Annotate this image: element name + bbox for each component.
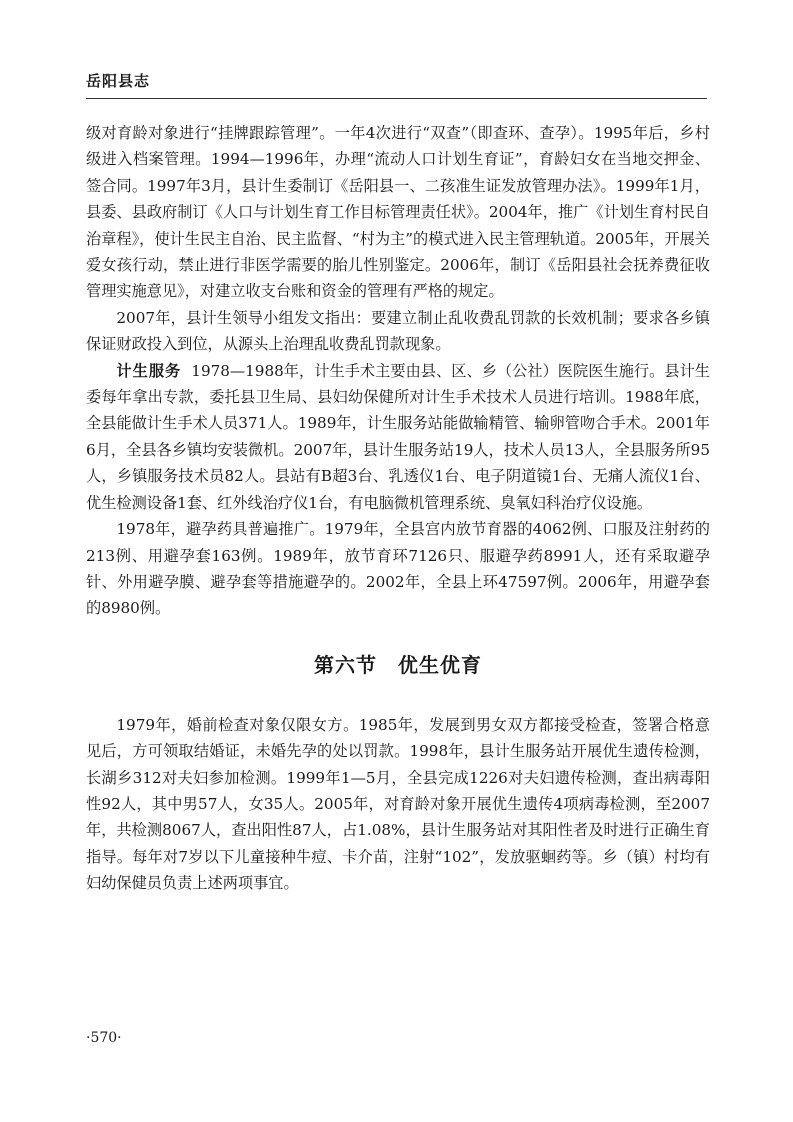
page-body bbox=[86, 120, 710, 897]
paragraph-lead-term: 计生服务 bbox=[116, 361, 182, 380]
paragraph-family-planning-management: 级对育龄对象进行“挂牌跟踪管理”。一年4次进行“双查”（即查环、查孕）。1995年后，乡村级进入档案管理。1994—1996年，办理“流动人口计划生育证”，育龄妇女在当地交押金、签合同。1997年3月，县计生委制订《岳阳县一、二孩准生证发放管理办法》。1999年1月，县委、县政府制订《人口与计划生育工作目标管理责任状》。2004年，推广《计划生育村民自治章程》，使计生民主自治、民主监督、“村为主”的模式进入民主管理轨道。2005年，开展关爱女孩行动，禁止进行非医学需要的胎儿性别鉴定。2006年，制订《岳阳县社会抚养费征收管理实施意见》，对建立收支台账和资金的管理有严格的规定。 bbox=[86, 124, 710, 301]
paragraph-family-planning-services bbox=[86, 358, 710, 516]
paragraph-eugenics: 1979年，婚前检查对象仅限女方。1985年，发展到男女双方都接受检查，签署合格意见后，方可领取结婚证，未婚先孕的处以罚款。1998年，县计生服务站开展优生遗传检测，长湖乡312对夫妇参加检测。1999年1—5月，全县完成1226对夫妇遗传检测，查出病毒阳性92人，其中男57人，女35人。2005年，对育龄对象开展优生遗传4项病毒检测，至2007年，共检测8067人，查出阳性87人，占1.08%，县计生服务站对其阳性者及时进行正确生育指导。每年对7岁以下儿童接种牛痘、卡介苗，注射“102”，发放驱蛔药等。乡（镇）村均有妇幼保健员负责上述两项事宜。 bbox=[86, 715, 710, 893]
paragraph-services-text: 1978—1988年，计生手术主要由县、区、乡（公社）医院医生施行。县计生委每年拿出专款，委托县卫生局、县妇幼保健所对计生手术技术人员进行培训。1988年底，全县能做计生手术人员371人。1989年，计生服务站能做输精管、输卵管吻合手术。2001年6月，全县各乡镇均安装微机。2007年，县计生服务站19人，技术人员13人，全县服务所95人，乡镇服务技术员82人。县站有B超3台、乳透仪1台、电子阴道镜1台、无痛人流仪1台、优生检测设备1套、红外线治疗仪1台，有电脑微机管理系统、臭氧妇科治疗仪设施。 bbox=[86, 361, 710, 512]
page-number: ·570· bbox=[86, 1030, 122, 1046]
running-head-title: 岳阳县志 bbox=[86, 72, 151, 90]
header-rule bbox=[86, 98, 707, 99]
section-title: 第六节 优生优育 bbox=[314, 652, 482, 677]
paragraph-contraception: 1978年，避孕药具普遍推广。1979年，全县宫内放节育器的4062例、口服及注射药的213例、用避孕套163例。1989年，放节育环7126只、服避孕药8991人，还有采取避孕针、外用避孕膜、避孕套等措施避孕的。2002年，全县上环47597例。2006年，用避孕套的8980例。 bbox=[86, 520, 710, 618]
paragraph-fee-control: 2007年，县计生领导小组发文指出：要建立制止乱收费乱罚款的长效机制；要求各乡镇保证财政投入到位，从源头上治理乱收费乱罚款现象。 bbox=[86, 308, 710, 354]
